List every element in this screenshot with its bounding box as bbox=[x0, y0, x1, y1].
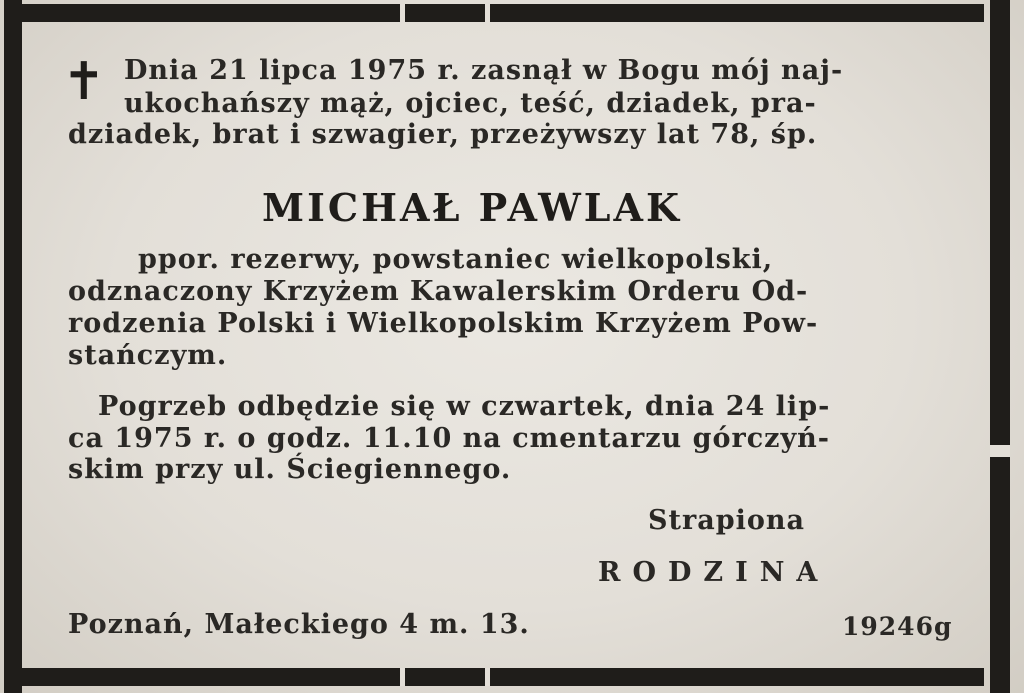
intro-line-3: dziadek, brat i szwagier, przeżywszy lat 78, śp. bbox=[68, 119, 818, 150]
funeral-line-2: ca 1975 r. o godz. 11.10 na cmentarzu górczyń- bbox=[68, 423, 830, 454]
title-line-3: rodzenia Polski i Wielkopolskim Krzyżem Pow- bbox=[68, 308, 819, 339]
intro-line-1: Dnia 21 lipca 1975 r. zasnął w Bogu mój naj- bbox=[124, 55, 844, 86]
signature-family: RODZINA bbox=[598, 557, 830, 588]
title-line-1: ppor. rezerwy, powstaniec wielkopolski, bbox=[138, 244, 774, 275]
title-line-2: odznaczony Krzyżem Kawalerskim Orderu Od- bbox=[68, 276, 809, 307]
border-bottom bbox=[22, 668, 984, 686]
border-gap bbox=[485, 668, 490, 686]
title-line-4: stańczym. bbox=[68, 340, 228, 371]
cross-icon: ✝ bbox=[62, 52, 107, 112]
funeral-line-3: skim przy ul. Ściegiennego. bbox=[68, 454, 512, 485]
funeral-line-1: Pogrzeb odbędzie się w czwartek, dnia 24 lip- bbox=[98, 391, 831, 422]
signature-prefix: Strapiona bbox=[648, 505, 805, 536]
ad-number: 19246g bbox=[842, 612, 953, 641]
intro-line-2: ukochańszy mąż, ojciec, teść, dziadek, pra- bbox=[124, 88, 817, 119]
address: Poznań, Małeckiego 4 m. 13. bbox=[68, 609, 530, 640]
border-gap bbox=[400, 668, 405, 686]
deceased-name: MICHAŁ PAWLAK bbox=[262, 185, 682, 230]
